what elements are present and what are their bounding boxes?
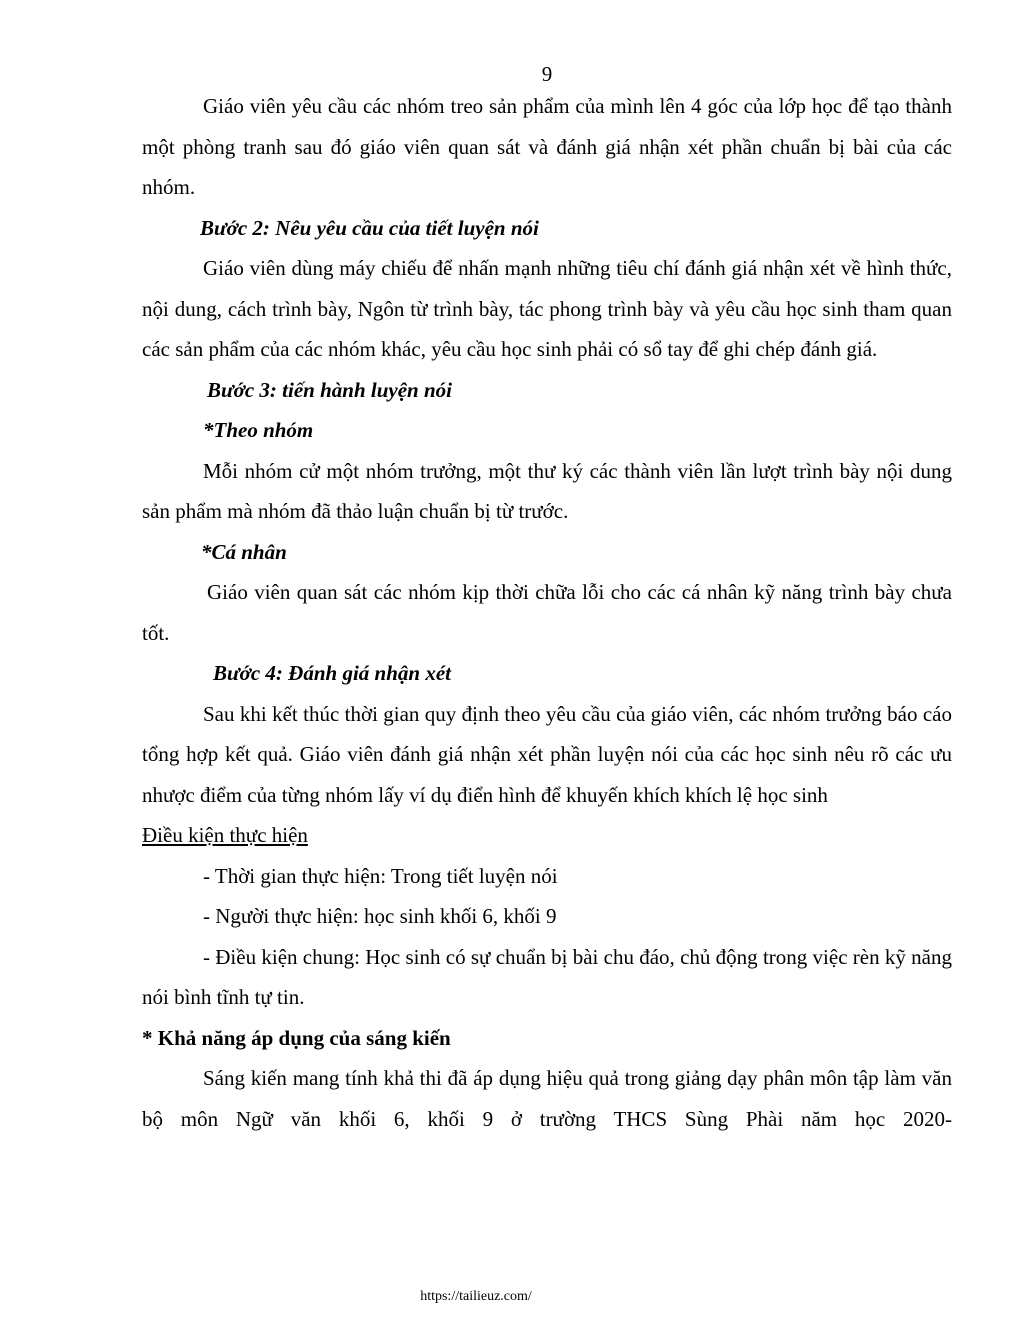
heading-by-group: *Theo nhóm — [203, 418, 314, 442]
paragraph-evaluation: Sau khi kết thúc thời gian quy định theo yêu cầu của giáo viên, các nhóm trưởng báo cáo tổng hợp kết quả. Giáo viên đánh giá nhận xét phần luyện nói của các học sinh nêu rõ các ưu nhược điểm của từng nhóm lấy ví dụ điển hình để khuyến khích khích lệ học sinh — [142, 701, 952, 807]
page-number: 9 — [541, 62, 553, 86]
list-item-time: - Thời gian thực hiện: Trong tiết luyện nói — [203, 863, 558, 888]
heading-step-3: Bước 3: tiến hành luyện nói — [207, 377, 452, 402]
heading-step-2: Bước 2: Nêu yêu cầu của tiết luyện nói — [200, 215, 539, 240]
list-item-general-conditions: - Điều kiện chung: Học sinh có sự chuẩn bị bài chu đáo, chủ động trong việc rèn kỹ năng nói bình tĩnh tự tin. — [142, 944, 952, 1009]
footer-url: https://tailieuz.com/ — [420, 1289, 532, 1304]
heading-step-4: Bước 4: Đánh giá nhận xét — [213, 661, 451, 685]
paragraph-display-request: Giáo viên yêu cầu các nhóm treo sản phẩm của mình lên 4 góc của lớp học để tạo thành một phòng tranh sau đó giáo viên quan sát và đánh giá nhận xét phần chuẩn bị bài của các nhóm. — [142, 94, 952, 199]
heading-individual: *Cá nhân — [201, 539, 287, 564]
heading-applicability: * Khả năng áp dụng của sáng kiến — [142, 1025, 451, 1050]
paragraph-feasibility: Sáng kiến mang tính khả thi đã áp dụng hiệu quả trong giảng dạy phân môn tập làm văn bộ môn Ngữ văn khối 6, khối 9 ở trường THCS Sùng Phài năm học 2020- — [142, 1066, 952, 1131]
heading-implementation-conditions: Điều kiện thực hiện — [142, 823, 308, 847]
list-item-performers: - Người thực hiện: học sinh khối 6, khối 9 — [203, 904, 557, 928]
paragraph-individual-correction: Giáo viên quan sát các nhóm kịp thời chữa lỗi cho các cá nhân kỹ năng trình bày chưa tốt. — [142, 580, 952, 645]
paragraph-projector-criteria: Giáo viên dùng máy chiếu để nhấn mạnh những tiêu chí đánh giá nhận xét về hình thức, nội dung, cách trình bày, Ngôn từ trình bày, tác phong trình bày và yêu cầu học sinh tham quan các sản phẩm của các nhóm khác, yêu cầu học sinh phải có sổ tay để ghi chép đánh giá. — [142, 256, 952, 361]
paragraph-group-presentation: Mỗi nhóm cử một nhóm trưởng, một thư ký các thành viên lần lượt trình bày nội dung sản phẩm mà nhóm đã thảo luận chuẩn bị từ trước. — [142, 458, 952, 523]
document-body — [142, 86, 952, 1139]
